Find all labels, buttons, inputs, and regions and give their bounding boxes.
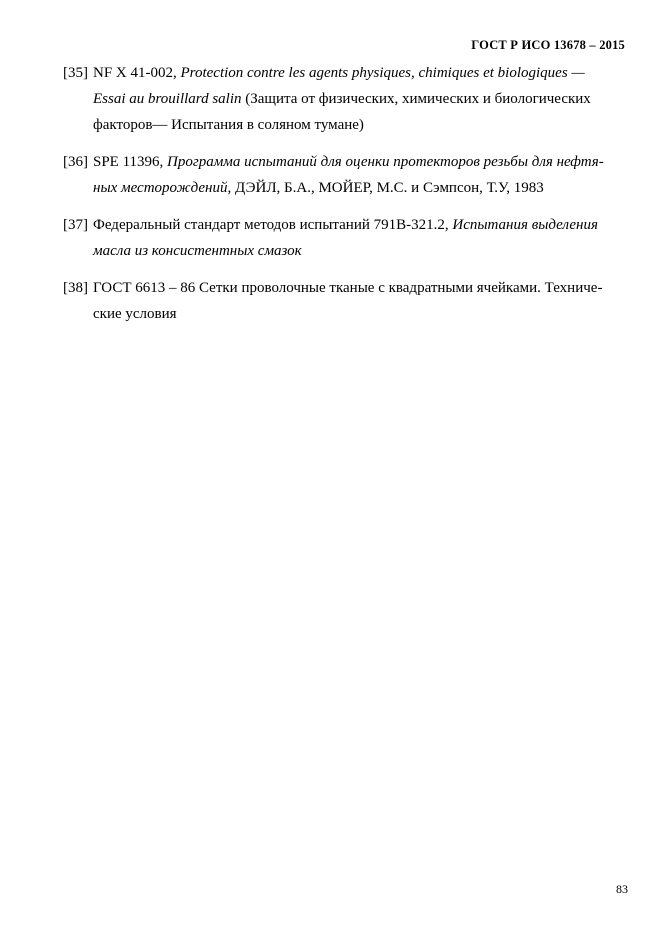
reference-item-38: [63, 275, 629, 327]
document-header: ГОСТ Р ИСО 13678 – 2015: [471, 38, 625, 52]
reference-title: ных месторождений,: [93, 180, 232, 196]
reference-number: [36]: [63, 154, 88, 170]
reference-line: [63, 238, 629, 264]
reference-line: [63, 301, 629, 327]
reference-line: [63, 86, 629, 112]
reference-number: [35]: [63, 65, 88, 81]
reference-text: факторов— Испытания в соляном тумане): [93, 117, 364, 133]
reference-text: SPE 11396,: [93, 154, 168, 170]
reference-text: ГОСТ 6613 – 86 Сетки проволочные тканые с квадратными ячейками. Техниче-: [93, 280, 603, 296]
reference-title: масла из консистентных смазок: [93, 243, 302, 259]
reference-title: Программа испытаний для оценки протекторов резьбы для нефтя-: [167, 154, 604, 170]
reference-line: [63, 112, 629, 138]
reference-line: [63, 60, 629, 86]
reference-number: [38]: [63, 280, 88, 296]
reference-line: [63, 212, 629, 238]
reference-title: Essai au brouillard salin: [93, 91, 242, 107]
reference-text: NF X 41-002,: [93, 65, 181, 81]
page-number: 83: [616, 882, 628, 896]
reference-title: Испытания выделения: [452, 217, 598, 233]
reference-text: ДЭЙЛ, Б.А., МОЙЕР, М.С. и Сэмпсон, Т.У, 1983: [231, 180, 544, 196]
reference-item-37: [63, 212, 629, 264]
reference-line: [63, 275, 629, 301]
reference-line: [63, 149, 629, 175]
reference-text: (Защита от физических, химических и биологических: [241, 91, 591, 107]
reference-item-36: [63, 149, 629, 201]
reference-text: Федеральный стандарт методов испытаний 791В-321.2,: [93, 217, 453, 233]
reference-text: ские условия: [93, 306, 177, 322]
reference-list: [63, 60, 629, 338]
reference-line: [63, 175, 629, 201]
reference-title: Protection contre les agents physiques, chimiques et biologiques —: [180, 65, 585, 81]
reference-number: [37]: [63, 217, 88, 233]
reference-item-35: [63, 60, 629, 138]
